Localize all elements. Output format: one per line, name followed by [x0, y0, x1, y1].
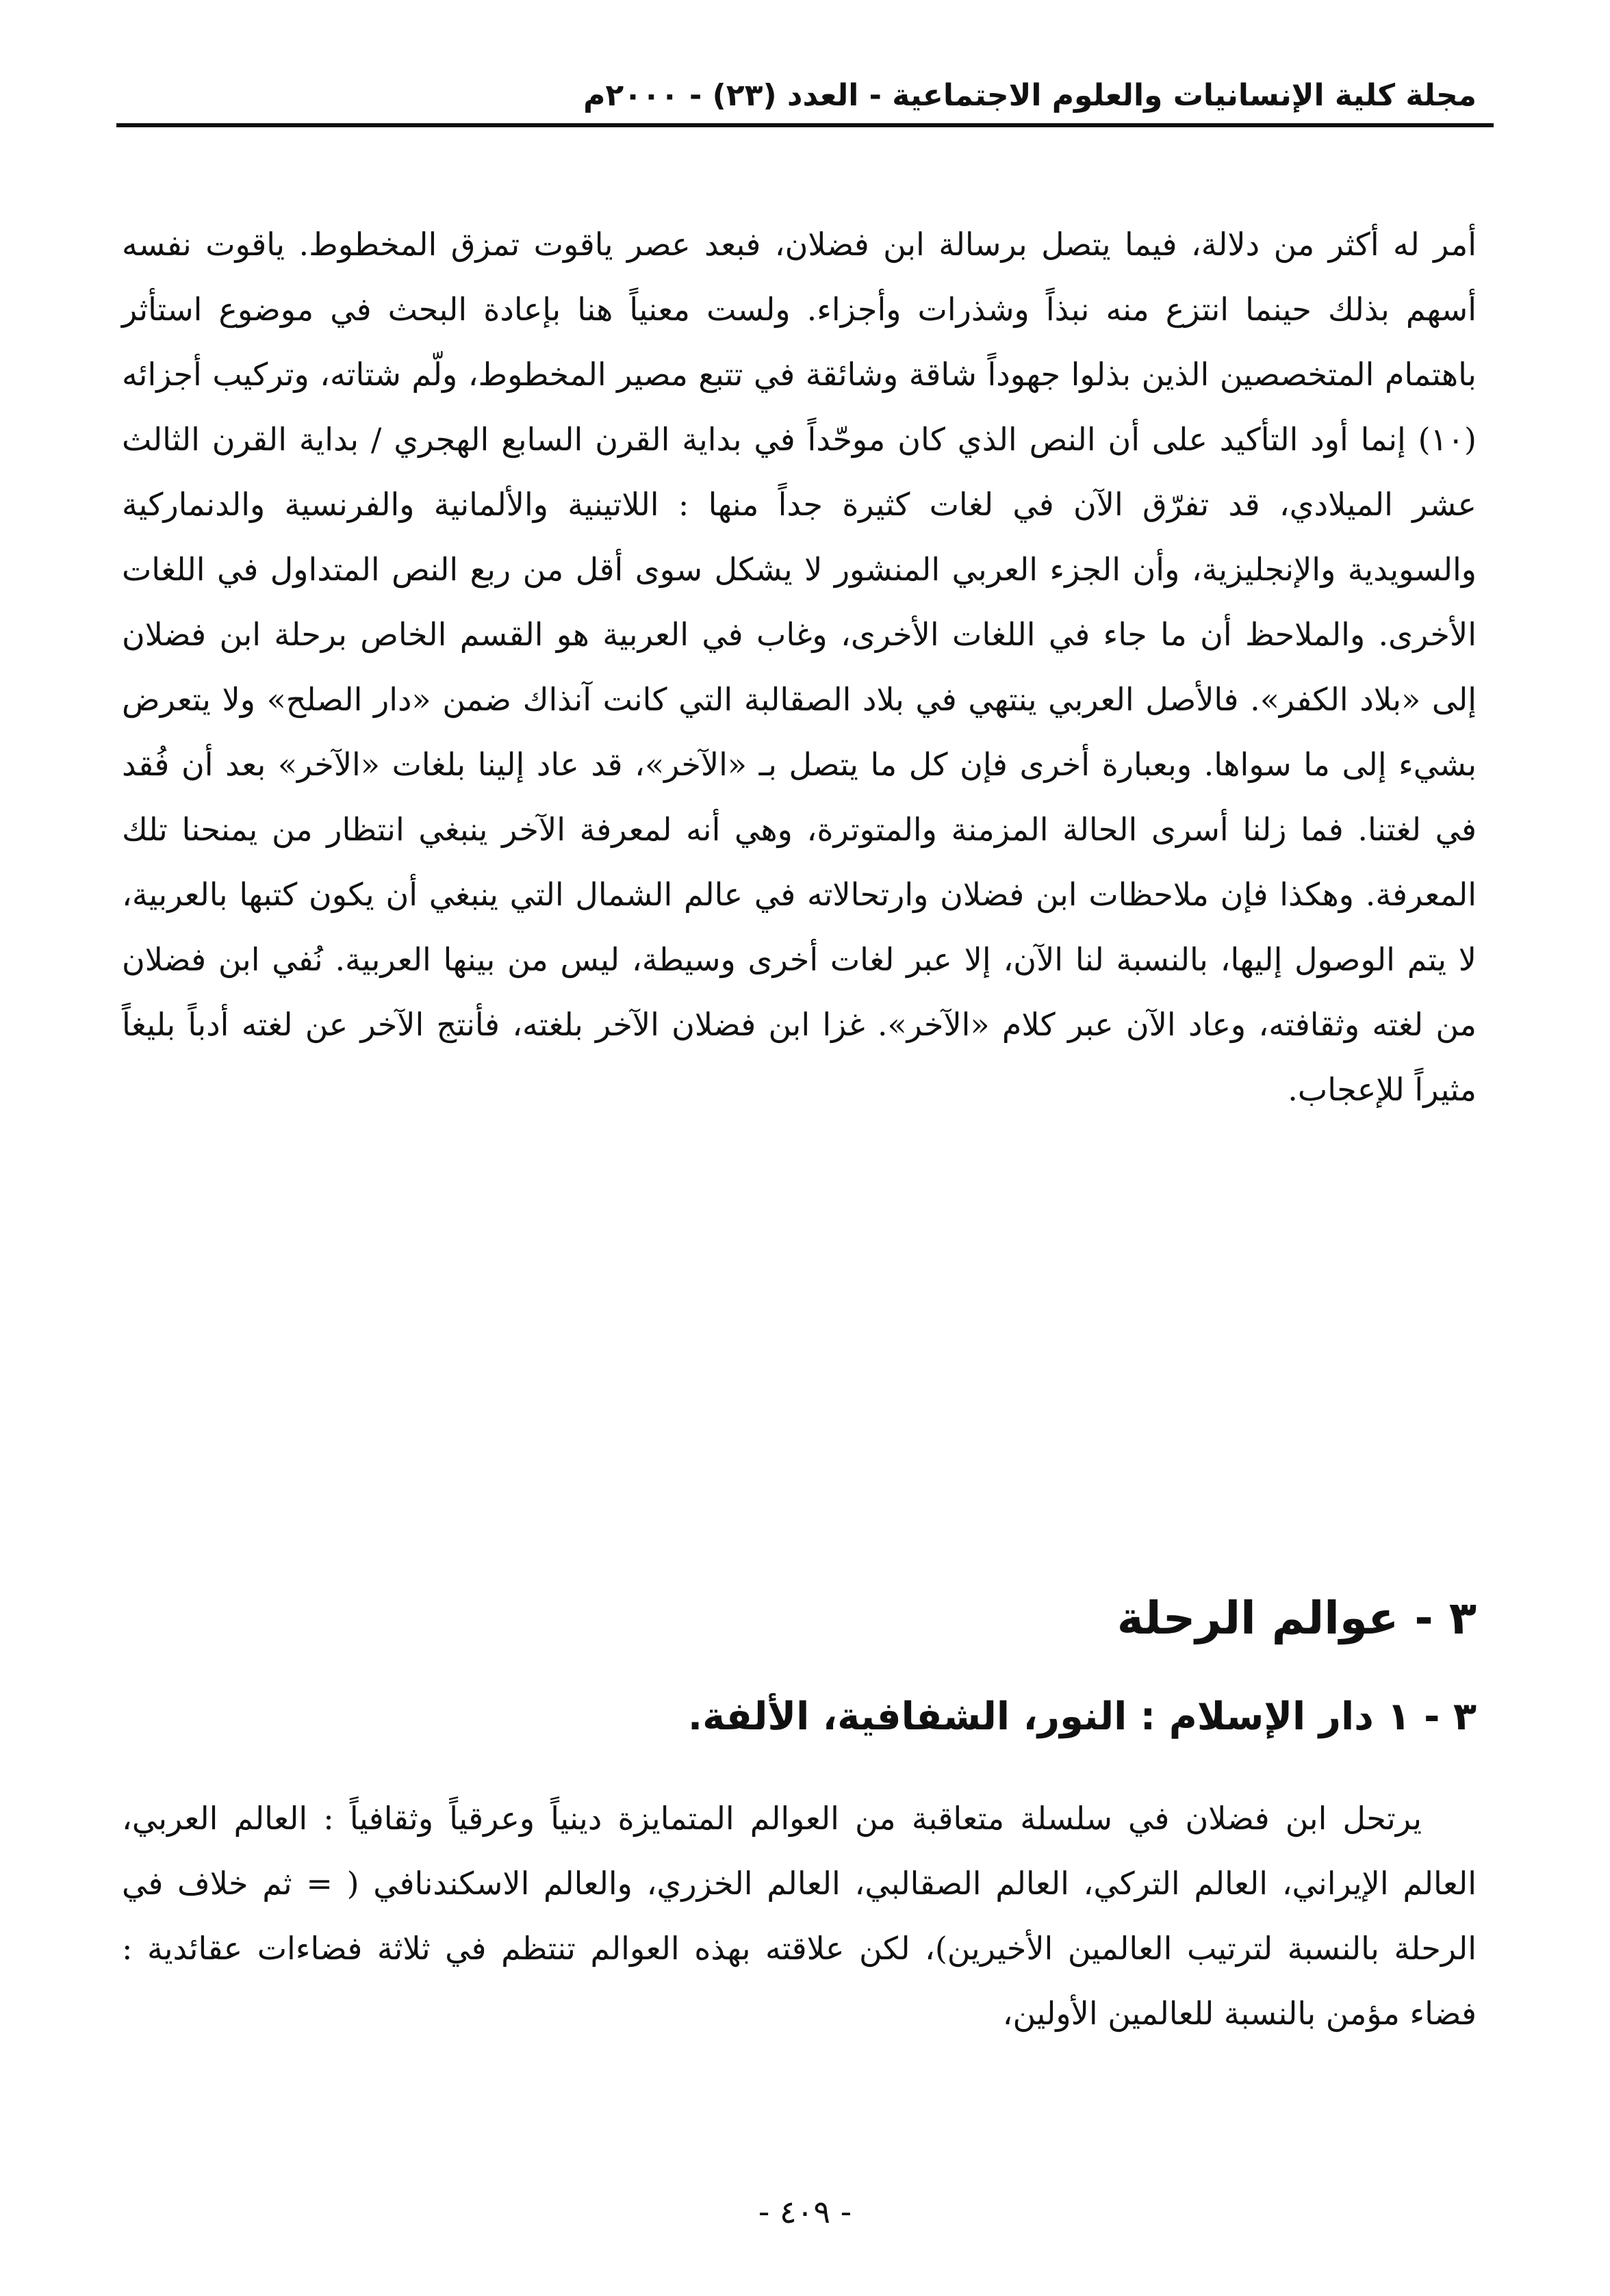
section-heading: ٣ - عوالم الرحلة [1116, 1592, 1477, 1644]
main-body [122, 212, 1477, 1122]
journal-title: مجلة كلية الإنسانيات والعلوم الاجتماعية - العدد (٢٣) - ٢٠٠٠م [583, 78, 1477, 113]
section-body [122, 1786, 1477, 2046]
body-paragraph: أمر له أكثر من دلالة، فيما يتصل برسالة ابن فضلان، فبعد عصر ياقوت تمزق المخطوط. ياقوت نفسه أسهم بذلك حينما انتزع منه نبذاً وشذرات وأجزاء. ولست معنياً هنا بإعادة البحث في موضوع استأثر باهتمام المتخصصين الذين بذلوا جهوداً شاقة وشائقة في تتبع مصير المخطوط، ولّم شتاته، وتركيب أجزائه (١٠) إنما أود التأكيد على أن النص الذي كان موحّداً في بداية القرن السابع الهجري / بداية القرن الثالث عشر الميلادي، قد تفرّق الآن في لغات كثيرة جداً منها : اللاتينية والألمانية والفرنسية والدنماركية والسويدية والإنجليزية، وأن الجزء العربي المنشور لا يشكل سوى أقل من ربع النص المتداول في اللغات الأخرى. والملاحظ أن ما جاء في اللغات الأخرى، وغاب في العربية هو القسم الخاص برحلة ابن فضلان إلى «بلاد الكفر». فالأصل العربي ينتهي في بلاد الصقالبة التي كانت آنذاك ضمن «دار الصلح» ولا يتعرض بشيء إلى ما سواها. وبعبارة أخرى فإن كل ما يتصل بـ «الآخر»، قد عاد إلينا بلغات «الآخر» بعد أن فُقد في لغتنا. فما زلنا أسرى الحالة المزمنة والمتوترة، وهي أنه لمعرفة الآخر ينبغي انتظار من يمنحنا تلك المعرفة. وهكذا فإن ملاحظات ابن فضلان وارتحالاته في عالم الشمال التي ينبغي أن يكون كتبها بالعربية، لا يتم الوصول إليها، بالنسبة لنا الآن، إلا عبر لغات أخرى وسيطة، ليس من بينها العربية. نُفي ابن فضلان من لغته وثقافته، وعاد الآن عبر كلام «الآخر». غزا ابن فضلان الآخر بلغته، فأنتج الآخر عن لغته أدباً بليغاً مثيراً للإعجاب. [122, 226, 1477, 1108]
section-paragraph: يرتحل ابن فضلان في سلسلة متعاقبة من العوالم المتمايزة دينياً وعرقياً وثقافياً : العالم العربي، العالم الإيراني، العالم التركي، العالم الصقالبي، العالم الخزري، والعالم الاسكندنافي ( = ثم خلاف في الرحلة بالنسبة لترتيب العالمين الأخيرين)، لكن علاقته بهذه العوالم تنتظم في ثلاثة فضاءات عقائدية : فضاء مؤمن بالنسبة للعالمين الأولين، [122, 1800, 1477, 2032]
running-header [122, 63, 1477, 111]
page-number: - ٤٠٩ - [758, 2193, 852, 2230]
header-rule [116, 123, 1494, 127]
subsection-heading: ٣ - ١ دار الإسلام : النور، الشفافية، الألفة. [687, 1694, 1477, 1739]
